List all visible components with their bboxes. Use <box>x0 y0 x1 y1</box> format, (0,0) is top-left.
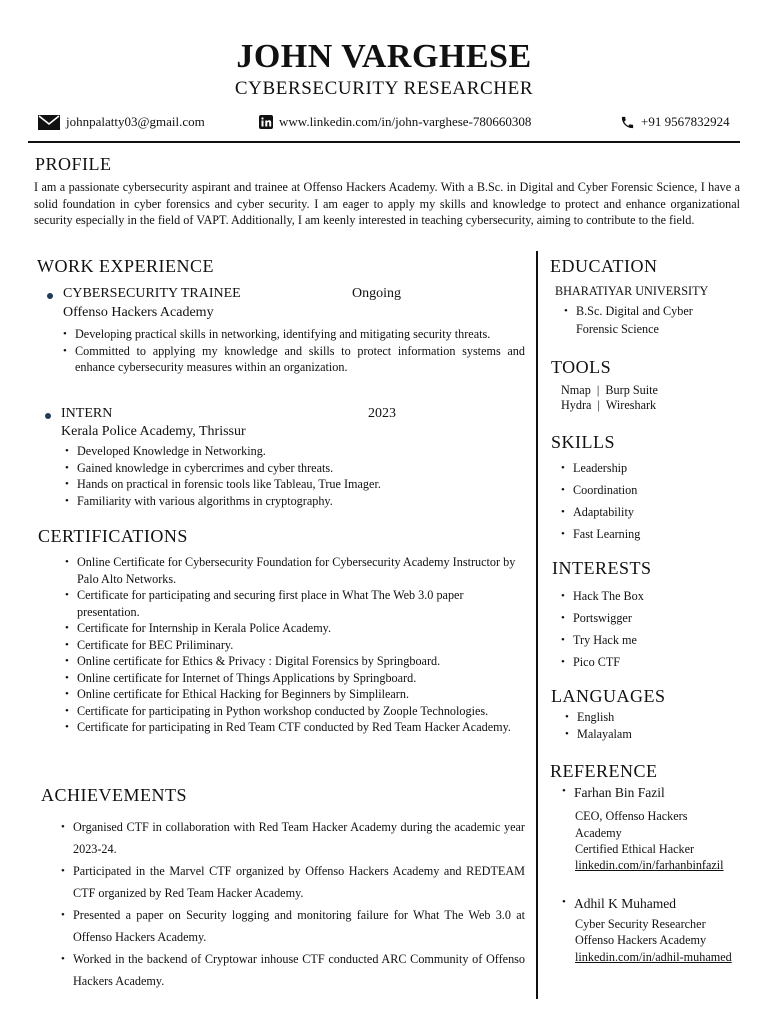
email-text[interactable]: johnpalatty03@gmail.com <box>66 114 205 129</box>
reference-name: • Adhil K Muhamed <box>560 896 676 912</box>
list-item: • Organised CTF in collaboration with Red Team Hacker Academy during the academic year 2023-24. <box>59 816 525 860</box>
list-item: • Worked in the backend of Cryptowar inhouse CTF conducted ARC Community of Offenso Hackers Academy. <box>59 948 525 992</box>
job-bullet <box>45 413 51 419</box>
job-bullet <box>47 293 53 299</box>
linkedin-contact[interactable] <box>259 114 531 130</box>
job-role: INTERN <box>61 406 113 421</box>
education-school: BHARATIYAR UNIVERSITY <box>555 284 709 298</box>
reference-position: Cyber Security Researcher <box>575 917 706 931</box>
list-item: • Pico CTF <box>559 651 644 673</box>
reference-credential: Certified Ethical Hacker <box>575 842 695 856</box>
list-item: • Certificate for participating and securing first place in What The Web 3.0 paper presentation. <box>63 587 525 620</box>
job-period: Ongoing <box>352 286 401 301</box>
list-item: • Coordination <box>559 479 640 501</box>
achievements-list <box>59 816 525 992</box>
skills-heading: SKILLS <box>551 432 616 452</box>
list-item: • Malayalam <box>563 726 632 743</box>
reference-name: • Farhan Bin Fazil <box>560 785 665 801</box>
interests-list <box>559 585 644 673</box>
list-item: • Committed to applying my knowledge and skills to protect information systems and enhance cybersecurity measures within an organization. <box>61 343 525 376</box>
interests-heading: INTERESTS <box>552 558 652 578</box>
linkedin-icon <box>259 115 273 129</box>
reference-linkedin-link[interactable]: linkedin.com/in/adhil-muhamed <box>575 950 732 964</box>
tools-line-1: Nmap | Burp Suite <box>561 383 658 397</box>
job-org: Offenso Hackers Academy <box>63 305 214 320</box>
list-item: • Fast Learning <box>559 523 640 545</box>
list-item: • Online certificate for Ethics & Privacy : Digital Forensics by Springboard. <box>63 653 525 670</box>
list-item: • English <box>563 709 632 726</box>
reference-heading: REFERENCE <box>550 761 658 781</box>
phone-text[interactable]: +91 9567832924 <box>641 114 730 129</box>
list-item: • Online certificate for Ethical Hacking for Beginners by Simplilearn. <box>63 686 525 703</box>
reference-position: CEO, Offenso Hackers Academy <box>575 809 688 840</box>
profile-text: I am a passionate cybersecurity aspirant and trainee at Offenso Hackers Academy. With a B.Sc. in Digital and Cyber Forensic Science, I have a solid foundation in cyber forensics and cyber security. I am eager to apply my skills and knowledge to protect and enhance organizational security especially in the field of VAPT. Additionally, I am keenly interested in teaching cybersecurity, aiming to contribute to the field. <box>34 180 740 227</box>
header-divider <box>28 141 740 143</box>
email-contact[interactable] <box>38 114 205 130</box>
job-period: 2023 <box>368 406 396 421</box>
reference-1-name-list <box>560 785 665 801</box>
languages-heading: LANGUAGES <box>551 686 666 706</box>
list-item: • Familiarity with various algorithms in cryptography. <box>63 493 525 510</box>
tools-line-2: Hydra | Wireshark <box>561 398 657 412</box>
reference-linkedin-link[interactable]: linkedin.com/in/farhanbinfazil <box>575 858 724 872</box>
certifications-heading: CERTIFICATIONS <box>38 526 188 546</box>
education-list <box>562 302 732 338</box>
column-divider <box>536 251 538 999</box>
list-item: • Certificate for participating in Red Team CTF conducted by Red Team Hacker Academy. <box>63 719 525 736</box>
list-item: • Leadership <box>559 457 640 479</box>
list-item: • Portswigger <box>559 607 644 629</box>
work-heading: WORK EXPERIENCE <box>37 256 214 276</box>
mail-icon <box>38 115 60 130</box>
reference-organization: Offenso Hackers Academy <box>575 933 707 947</box>
reference-2-name-list <box>560 896 676 912</box>
list-item: • Developed Knowledge in Networking. <box>63 443 525 460</box>
tools-heading: TOOLS <box>551 357 612 377</box>
list-item: • Certificate for Internship in Kerala Police Academy. <box>63 620 525 637</box>
list-item: • Online Certificate for Cybersecurity Foundation for Cybersecurity Academy Instructor by Palo Alto Networks. <box>63 554 525 587</box>
list-item: • Developing practical skills in networking, identifying and mitigating security threats. <box>61 326 525 343</box>
profile-heading: PROFILE <box>35 154 112 174</box>
list-item: • Certificate for BEC Priliminary. <box>63 637 525 654</box>
list-item: • Certificate for participating in Python workshop conducted by Zoople Technologies. <box>63 703 525 720</box>
languages-list <box>563 709 632 743</box>
phone-contact[interactable] <box>620 114 730 130</box>
list-item: • Hands on practical in forensic tools like Tableau, True Imager. <box>63 476 525 493</box>
education-degree: • B.Sc. Digital and Cyber Forensic Science <box>562 302 732 338</box>
certifications-list <box>63 554 525 736</box>
list-item: • Online certificate for Internet of Things Applications by Springboard. <box>63 670 525 687</box>
job-role: CYBERSECURITY TRAINEE <box>63 286 241 301</box>
linkedin-text[interactable]: www.linkedin.com/in/john-varghese-780660308 <box>279 114 532 129</box>
list-item: • Participated in the Marvel CTF organized by Offenso Hackers Academy and REDTEAM CTF organized by Red Team Hacker Academy. <box>59 860 525 904</box>
list-item: • Gained knowledge in cybercrimes and cyber threats. <box>63 460 525 477</box>
list-item: • Hack The Box <box>559 585 644 607</box>
job-points <box>61 326 525 376</box>
skills-list <box>559 457 640 545</box>
job-points <box>63 443 525 509</box>
phone-icon <box>620 115 635 130</box>
candidate-title: CYBERSECURITY RESEARCHER <box>234 78 534 99</box>
list-item: • Adaptability <box>559 501 640 523</box>
candidate-name: JOHN VARGHESE <box>236 38 532 75</box>
achievements-heading: ACHIEVEMENTS <box>41 785 187 805</box>
list-item: • Try Hack me <box>559 629 644 651</box>
education-heading: EDUCATION <box>550 256 658 276</box>
job-org: Kerala Police Academy, Thrissur <box>61 424 246 439</box>
list-item: • Presented a paper on Security logging and monitoring failure for What The Web 3.0 at Offenso Hackers Academy. <box>59 904 525 948</box>
